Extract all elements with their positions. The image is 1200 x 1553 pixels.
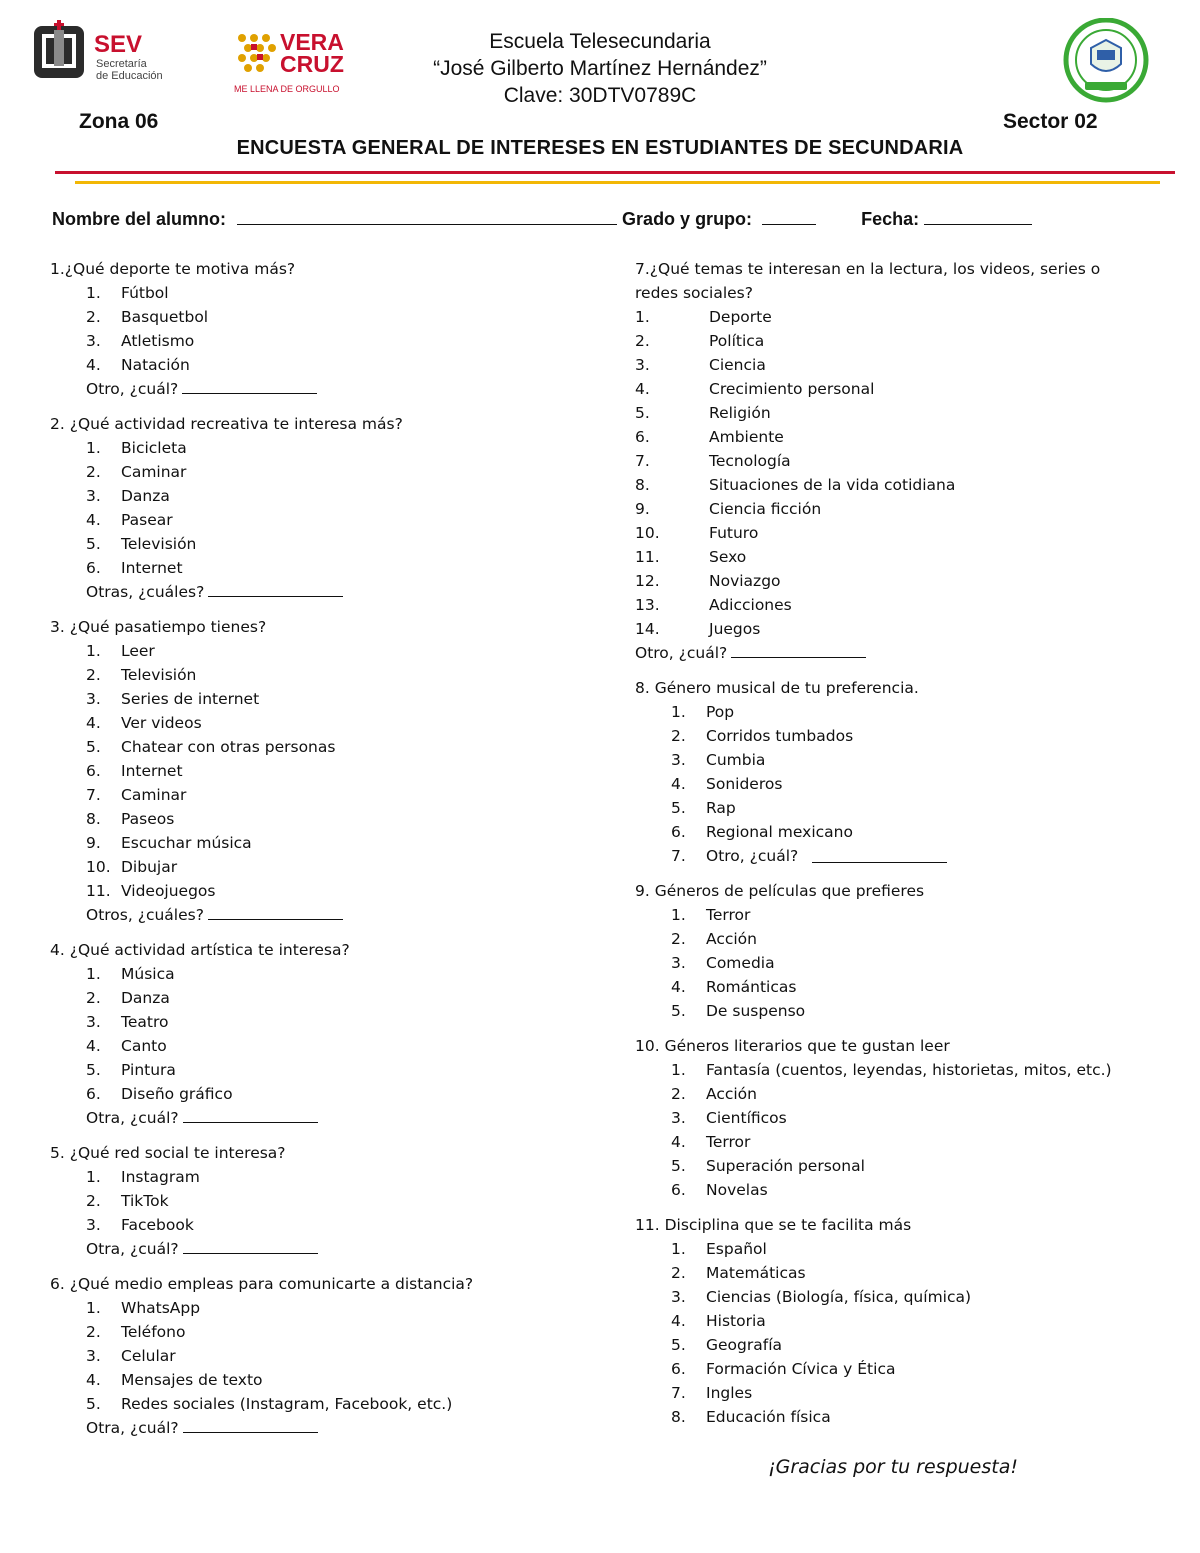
- question-title: 3. ¿Qué pasatiempo tienes?: [50, 618, 267, 636]
- question-title: 8. Género musical de tu preferencia.: [635, 679, 919, 697]
- option-label: Adicciones: [709, 596, 792, 614]
- option-label: Ciencias (Biología, física, química): [706, 1288, 972, 1306]
- option-label: Terror: [706, 906, 751, 924]
- svg-text:CRUZ: CRUZ: [280, 51, 344, 77]
- option-item[interactable]: [50, 1189, 610, 1213]
- option-item[interactable]: [50, 807, 610, 831]
- other-option[interactable]: [50, 580, 610, 604]
- school-name: “José Gilberto Martínez Hernández”: [433, 57, 767, 80]
- question-title: 5. ¿Qué red social te interesa?: [50, 1144, 286, 1162]
- option-item[interactable]: [635, 700, 1175, 724]
- option-item[interactable]: [50, 735, 610, 759]
- option-label: Instagram: [121, 1168, 200, 1186]
- option-item[interactable]: [635, 521, 1175, 545]
- name-field[interactable]: [237, 206, 617, 225]
- option-item[interactable]: [635, 545, 1175, 569]
- option-number: 3.: [86, 1216, 101, 1234]
- option-label: Corridos tumbados: [706, 727, 854, 745]
- option-item[interactable]: [635, 951, 1175, 975]
- option-label: Crecimiento personal: [709, 380, 875, 398]
- option-label: Chatear con otras personas: [121, 738, 336, 756]
- option-item[interactable]: [50, 1165, 610, 1189]
- option-number: 2.: [671, 727, 686, 745]
- other-option[interactable]: [50, 1106, 610, 1130]
- option-item[interactable]: [635, 1058, 1175, 1082]
- option-label: Tecnología: [709, 452, 791, 470]
- svg-text:SEV: SEV: [94, 31, 143, 58]
- option-item[interactable]: [50, 1320, 610, 1344]
- option-number: 1.: [671, 1061, 686, 1079]
- option-item[interactable]: [635, 903, 1175, 927]
- other-answer-line[interactable]: [208, 903, 343, 920]
- question-title: 10. Géneros literarios que te gustan leer: [635, 1037, 950, 1055]
- option-item[interactable]: [635, 353, 1175, 377]
- option-number: 1.: [86, 284, 101, 302]
- option-number: 4.: [86, 1371, 101, 1389]
- option-item[interactable]: [635, 593, 1175, 617]
- option-number: 2.: [86, 666, 101, 684]
- question-title: 4. ¿Qué actividad artística te interesa?: [50, 941, 350, 959]
- option-label: Redes sociales (Instagram, Facebook, etc.): [121, 1395, 453, 1413]
- option-label: Formación Cívica y Ética: [706, 1360, 896, 1378]
- option-number: 7.: [86, 786, 101, 804]
- option-number: 10.: [635, 524, 660, 542]
- option-label: Ambiente: [709, 428, 784, 446]
- option-item[interactable]: [50, 1034, 610, 1058]
- option-item[interactable]: [50, 639, 610, 663]
- option-label: Acción: [706, 930, 757, 948]
- option-item[interactable]: [635, 748, 1175, 772]
- option-label: Acción: [706, 1085, 757, 1103]
- option-number: 8.: [635, 476, 650, 494]
- option-item[interactable]: [635, 497, 1175, 521]
- question-block: [50, 1141, 610, 1272]
- option-number: 4.: [635, 380, 650, 398]
- option-number: 2.: [635, 332, 650, 350]
- option-label: Situaciones de la vida cotidiana: [709, 476, 956, 494]
- option-label: Televisión: [121, 666, 197, 684]
- option-label: Política: [709, 332, 765, 350]
- option-item[interactable]: [50, 1058, 610, 1082]
- option-label: Juegos: [709, 620, 761, 638]
- option-item[interactable]: [50, 532, 610, 556]
- other-answer-line[interactable]: [812, 846, 947, 863]
- option-number: 5.: [671, 1157, 686, 1175]
- option-number: 5.: [671, 1002, 686, 1020]
- option-item[interactable]: [635, 425, 1175, 449]
- option-label: Música: [121, 965, 175, 983]
- question-block: [50, 257, 610, 412]
- date-label: Fecha:: [861, 209, 920, 229]
- option-number: 4.: [86, 356, 101, 374]
- option-item[interactable]: [635, 377, 1175, 401]
- option-number: 8.: [671, 1408, 686, 1426]
- question-title: 2. ¿Qué actividad recreativa te interesa más?: [50, 415, 403, 433]
- question-title: 11. Disciplina que se te facilita más: [635, 1216, 912, 1234]
- option-number: 5.: [635, 404, 650, 422]
- option-item[interactable]: [635, 927, 1175, 951]
- option-label: Pintura: [121, 1061, 176, 1079]
- option-item[interactable]: [635, 1082, 1175, 1106]
- option-number: 1.: [86, 1168, 101, 1186]
- option-label: Religión: [709, 404, 771, 422]
- other-answer-line[interactable]: [731, 641, 866, 658]
- option-item[interactable]: [635, 1130, 1175, 1154]
- sector-label: Sector 02: [1003, 110, 1098, 133]
- option-number: 5.: [86, 738, 101, 756]
- option-label: Educación física: [706, 1408, 831, 1426]
- option-item[interactable]: [50, 1344, 610, 1368]
- option-label: Deporte: [709, 308, 772, 326]
- option-number: 4.: [86, 1037, 101, 1055]
- option-number: 3.: [671, 1109, 686, 1127]
- option-label: Celular: [121, 1347, 176, 1365]
- option-label: Escuchar música: [121, 834, 252, 852]
- option-label: Internet: [121, 762, 183, 780]
- option-item[interactable]: [50, 305, 610, 329]
- option-number: 1.: [671, 703, 686, 721]
- option-item[interactable]: [635, 1178, 1175, 1202]
- option-label: Sexo: [709, 548, 747, 566]
- option-item[interactable]: [635, 1405, 1175, 1429]
- school-type: Escuela Telesecundaria: [489, 30, 711, 53]
- svg-text:de Educación: de Educación: [96, 70, 163, 82]
- option-number: 2.: [671, 1264, 686, 1282]
- option-label: Cumbia: [706, 751, 766, 769]
- grade-field[interactable]: [762, 206, 816, 225]
- student-fields: [52, 206, 1032, 230]
- option-label: Internet: [121, 559, 183, 577]
- option-number: 6.: [671, 1360, 686, 1378]
- option-label: Comedia: [706, 954, 775, 972]
- option-number: 1.: [86, 642, 101, 660]
- option-label: Ingles: [706, 1384, 753, 1402]
- option-number: 4.: [86, 511, 101, 529]
- other-answer-line[interactable]: [208, 580, 343, 597]
- other-answer-line[interactable]: [182, 377, 317, 394]
- option-item[interactable]: [635, 449, 1175, 473]
- option-label: Noviazgo: [709, 572, 781, 590]
- option-item[interactable]: [50, 281, 610, 305]
- other-label: Otro, ¿cuál?: [635, 644, 728, 662]
- option-label: Caminar: [121, 786, 187, 804]
- option-item[interactable]: [50, 460, 610, 484]
- question-block: [50, 1272, 610, 1451]
- other-option[interactable]: [50, 1416, 610, 1440]
- school-header: [0, 28, 1200, 109]
- question-block: [635, 1213, 1175, 1440]
- option-number: 4.: [671, 775, 686, 793]
- option-label: Facebook: [121, 1216, 194, 1234]
- question-block: [635, 1034, 1175, 1213]
- svg-text:ME LLENA DE ORGULLO: ME LLENA DE ORGULLO: [234, 84, 340, 94]
- option-number: 2.: [86, 308, 101, 326]
- other-label: Otra, ¿cuál?: [86, 1240, 179, 1258]
- option-item[interactable]: [50, 879, 610, 903]
- svg-text:Secretaría: Secretaría: [96, 58, 147, 70]
- question-title: 9. Géneros de películas que prefieres: [635, 882, 925, 900]
- option-number: 5.: [671, 1336, 686, 1354]
- other-answer-line[interactable]: [183, 1237, 318, 1254]
- option-label: Fútbol: [121, 284, 169, 302]
- option-label: Pasear: [121, 511, 173, 529]
- option-number: 8.: [86, 810, 101, 828]
- name-label: Nombre del alumno:: [52, 209, 227, 229]
- option-item[interactable]: [50, 783, 610, 807]
- option-item[interactable]: [635, 305, 1175, 329]
- option-number: 4.: [86, 714, 101, 732]
- option-label: Novelas: [706, 1181, 768, 1199]
- option-item[interactable]: [635, 796, 1175, 820]
- option-item[interactable]: [635, 1381, 1175, 1405]
- option-number: 7.: [635, 452, 650, 470]
- option-label: Natación: [121, 356, 190, 374]
- question-block: [50, 615, 610, 938]
- option-label: WhatsApp: [121, 1299, 201, 1317]
- option-label: Canto: [121, 1037, 167, 1055]
- option-item[interactable]: [635, 999, 1175, 1023]
- option-label: Ciencia: [709, 356, 766, 374]
- other-label: Otras, ¿cuáles?: [86, 583, 205, 601]
- option-item[interactable]: [50, 436, 610, 460]
- option-item[interactable]: [635, 1357, 1175, 1381]
- option-item[interactable]: [635, 772, 1175, 796]
- option-number: 5.: [671, 799, 686, 817]
- option-number: 1.: [86, 965, 101, 983]
- option-item[interactable]: [635, 569, 1175, 593]
- option-label: Ver videos: [121, 714, 202, 732]
- option-label: Científicos: [706, 1109, 787, 1127]
- question-block: [635, 257, 1175, 676]
- option-label: Terror: [706, 1133, 751, 1151]
- option-item[interactable]: [635, 329, 1175, 353]
- option-label: Románticas: [706, 978, 797, 996]
- svg-text:VERA: VERA: [280, 29, 344, 55]
- option-label: Pop: [706, 703, 735, 721]
- option-number: 1.: [671, 906, 686, 924]
- other-label: Otra, ¿cuál?: [86, 1109, 179, 1127]
- option-item[interactable]: [50, 1296, 610, 1320]
- other-answer-line[interactable]: [183, 1416, 318, 1433]
- red-divider: [55, 171, 1175, 174]
- option-label: De suspenso: [706, 1002, 806, 1020]
- option-number: 5.: [86, 535, 101, 553]
- question-title: 1.¿Qué deporte te motiva más?: [50, 260, 296, 278]
- option-item[interactable]: [635, 844, 1175, 868]
- option-item[interactable]: [50, 855, 610, 879]
- option-label: Geografía: [706, 1336, 783, 1354]
- option-item[interactable]: [50, 329, 610, 353]
- option-number: 1.: [86, 1299, 101, 1317]
- option-label: TikTok: [121, 1192, 169, 1210]
- option-label: Series de internet: [121, 690, 260, 708]
- option-number: 7.: [671, 1384, 686, 1402]
- option-item[interactable]: [50, 831, 610, 855]
- option-label: Futuro: [709, 524, 759, 542]
- option-number: 3.: [86, 332, 101, 350]
- option-label: Historia: [706, 1312, 766, 1330]
- other-label: Otro, ¿cuál?: [86, 380, 179, 398]
- option-number: 4.: [671, 1312, 686, 1330]
- option-number: 11.: [635, 548, 660, 566]
- option-item[interactable]: [635, 1261, 1175, 1285]
- option-item[interactable]: [635, 1285, 1175, 1309]
- option-label: Regional mexicano: [706, 823, 853, 841]
- option-item[interactable]: [50, 986, 610, 1010]
- option-number: 9.: [86, 834, 101, 852]
- option-number: 2.: [86, 1192, 101, 1210]
- zone-label: Zona 06: [79, 110, 159, 133]
- question-block: [635, 879, 1175, 1034]
- other-label: Otros, ¿cuáles?: [86, 906, 204, 924]
- option-number: 3.: [635, 356, 650, 374]
- option-number: 1.: [86, 439, 101, 457]
- option-label: Superación personal: [706, 1157, 865, 1175]
- option-label: Ciencia ficción: [709, 500, 822, 518]
- option-item[interactable]: [50, 556, 610, 580]
- option-label: Caminar: [121, 463, 187, 481]
- option-item[interactable]: [635, 724, 1175, 748]
- option-label: Mensajes de texto: [121, 1371, 263, 1389]
- option-number: 12.: [635, 572, 660, 590]
- option-number: 3.: [86, 487, 101, 505]
- option-label: Diseño gráfico: [121, 1085, 233, 1103]
- option-label: Danza: [121, 989, 170, 1007]
- question-title: 6. ¿Qué medio empleas para comunicarte a distancia?: [50, 1275, 474, 1293]
- option-number: 2.: [86, 463, 101, 481]
- option-number: 10.: [86, 858, 111, 876]
- option-item[interactable]: [50, 1213, 610, 1237]
- option-item[interactable]: [635, 820, 1175, 844]
- school-key: Clave: 30DTV0789C: [503, 84, 697, 107]
- other-answer-line[interactable]: [183, 1106, 318, 1123]
- option-label: Bicicleta: [121, 439, 187, 457]
- option-label: Basquetbol: [121, 308, 209, 326]
- option-item[interactable]: [635, 473, 1175, 497]
- option-number: 6.: [635, 428, 650, 446]
- question-title: 7.¿Qué temas te interesan en la lectura, los videos, series o redes sociales?: [635, 260, 1101, 302]
- option-number: 6.: [671, 823, 686, 841]
- other-option[interactable]: [635, 641, 1175, 665]
- option-label: Dibujar: [121, 858, 178, 876]
- option-item[interactable]: [635, 1106, 1175, 1130]
- option-label: Rap: [706, 799, 736, 817]
- option-number: 3.: [86, 690, 101, 708]
- other-option[interactable]: [50, 903, 610, 927]
- option-label: Atletismo: [121, 332, 195, 350]
- option-number: 6.: [86, 1085, 101, 1103]
- option-number: 2.: [86, 1323, 101, 1341]
- option-number: 1.: [671, 1240, 686, 1258]
- option-item[interactable]: [50, 1392, 610, 1416]
- option-item[interactable]: [50, 1368, 610, 1392]
- option-label: Matemáticas: [706, 1264, 806, 1282]
- option-number: 3.: [671, 1288, 686, 1306]
- option-item[interactable]: [50, 687, 610, 711]
- option-item[interactable]: [50, 962, 610, 986]
- option-number: 2.: [671, 1085, 686, 1103]
- option-number: 3.: [86, 1347, 101, 1365]
- option-item[interactable]: [50, 759, 610, 783]
- option-number: 3.: [671, 751, 686, 769]
- other-option[interactable]: [50, 377, 610, 401]
- option-label: Español: [706, 1240, 767, 1258]
- option-number: 14.: [635, 620, 660, 638]
- option-number: 2.: [671, 930, 686, 948]
- option-label: Videojuegos: [121, 882, 216, 900]
- option-number: 6.: [86, 762, 101, 780]
- option-number: 6.: [671, 1181, 686, 1199]
- option-number: 4.: [671, 978, 686, 996]
- option-label: Fantasía (cuentos, leyendas, historietas, mitos, etc.): [706, 1061, 1112, 1079]
- option-number: 3.: [86, 1013, 101, 1031]
- option-item[interactable]: [50, 508, 610, 532]
- option-item[interactable]: [635, 1309, 1175, 1333]
- option-item[interactable]: [635, 1237, 1175, 1261]
- option-item[interactable]: [635, 617, 1175, 641]
- option-item[interactable]: [50, 1010, 610, 1034]
- option-item[interactable]: [50, 484, 610, 508]
- option-item[interactable]: [50, 663, 610, 687]
- date-field[interactable]: [924, 206, 1032, 225]
- option-item[interactable]: [635, 1333, 1175, 1357]
- option-number: 11.: [86, 882, 111, 900]
- option-number: 2.: [86, 989, 101, 1007]
- survey-title: ENCUESTA GENERAL DE INTERESES EN ESTUDIANTES DE SECUNDARIA: [236, 137, 964, 159]
- other-label: Otra, ¿cuál?: [86, 1419, 179, 1437]
- option-number: 4.: [671, 1133, 686, 1151]
- option-number: 1.: [635, 308, 650, 326]
- option-label: Teatro: [121, 1013, 169, 1031]
- option-item[interactable]: [50, 711, 610, 735]
- option-label: Televisión: [121, 535, 197, 553]
- option-number: 5.: [86, 1061, 101, 1079]
- option-label: Otro, ¿cuál?: [706, 847, 799, 865]
- question-block: [635, 676, 1175, 879]
- option-item[interactable]: [50, 353, 610, 377]
- option-label: Sonideros: [706, 775, 783, 793]
- option-number: 13.: [635, 596, 660, 614]
- option-number: 6.: [86, 559, 101, 577]
- option-item[interactable]: [50, 1082, 610, 1106]
- option-number: 3.: [671, 954, 686, 972]
- option-label: Danza: [121, 487, 170, 505]
- option-label: Leer: [121, 642, 155, 660]
- left-questions: [50, 257, 610, 1451]
- option-number: 9.: [635, 500, 650, 518]
- option-label: Teléfono: [121, 1323, 186, 1341]
- option-label: Paseos: [121, 810, 175, 828]
- option-item[interactable]: [635, 1154, 1175, 1178]
- option-item[interactable]: [635, 975, 1175, 999]
- option-number: 5.: [86, 1395, 101, 1413]
- question-block: [50, 938, 610, 1141]
- question-block: [50, 412, 610, 615]
- thanks-message: ¡Gracias por tu respuesta!: [768, 1456, 1018, 1478]
- grade-label: Grado y grupo:: [622, 209, 753, 229]
- option-item[interactable]: [635, 401, 1175, 425]
- right-questions: [635, 257, 1175, 1440]
- other-option[interactable]: [50, 1237, 610, 1261]
- gold-divider: [75, 181, 1160, 184]
- option-number: 7.: [671, 847, 686, 865]
